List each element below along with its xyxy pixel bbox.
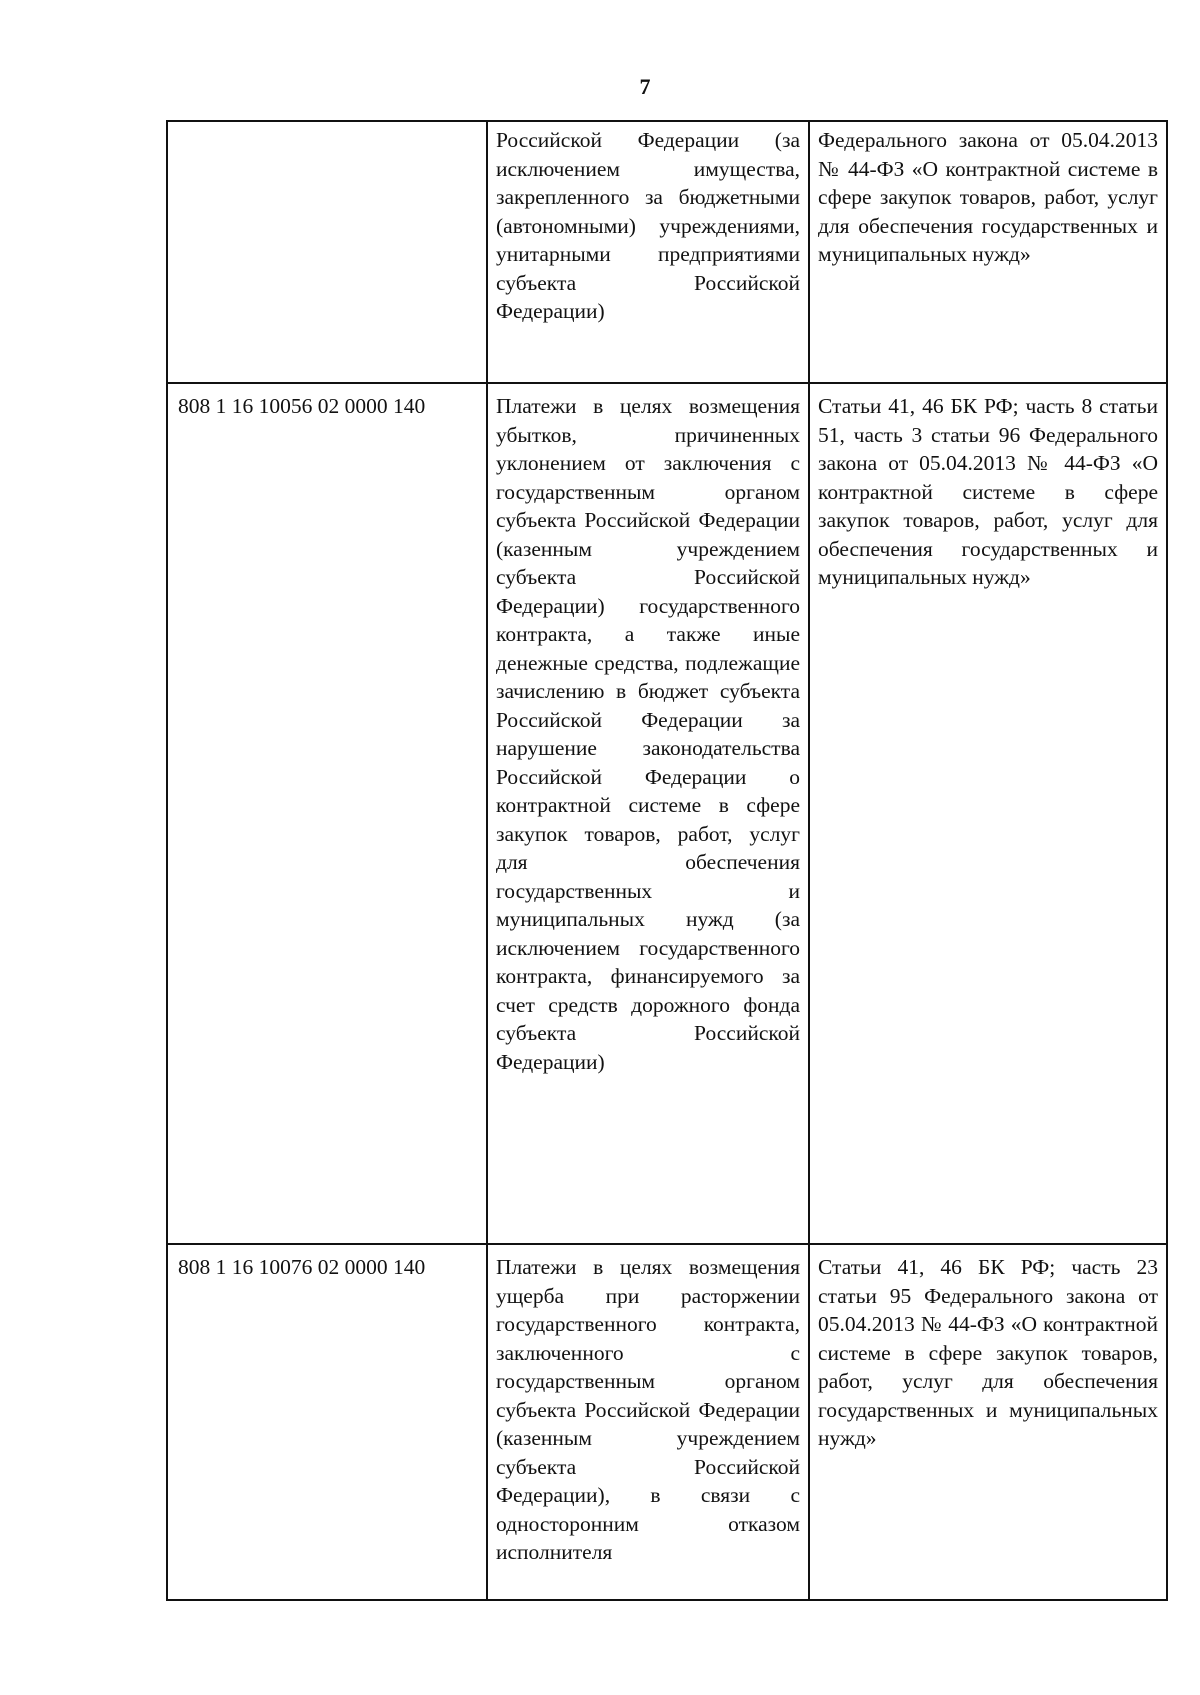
table-row bbox=[167, 1244, 1167, 1600]
name-cell: Российской Федерации (за исключением имущества, закрепленного за бюджетными (автономными) учреждениями, унитарными предприятиями субъекта Российской Федерации) bbox=[487, 121, 809, 383]
page-number: 7 bbox=[639, 74, 651, 99]
name-cell: Платежи в целях возмещения ущерба при расторжении государственного контракта, заключенного с государственным органом субъекта Российской Федерации (казенным учреждением субъекта Российской Федерации), в связи с односторонним отказом исполнителя bbox=[487, 1244, 809, 1600]
code-cell: 808 1 16 10076 02 0000 140 bbox=[167, 1244, 487, 1600]
legal-basis-cell: Федерального закона от 05.04.2013 № 44-ФЗ «О контрактной системе в сфере закупок товаров, работ, услуг для обеспечения государственных и муниципальных нужд» bbox=[809, 121, 1167, 383]
table-row bbox=[167, 383, 1167, 1244]
name-cell: Платежи в целях возмещения убытков, причиненных уклонением от заключения с государственным органом субъекта Российской Федерации (казенным учреждением субъекта Российской Федерации) государственного контракта, а также иные денежные средства, подлежащие зачислению в бюджет субъекта Российской Федерации за нарушение законодательства Российской Федерации о контрактной системе в сфере закупок товаров, работ, услуг для обеспечения государственных и муниципальных нужд (за исключением государственного контракта, финансируемого за счет средств дорожного фонда субъекта Российской Федерации) bbox=[487, 383, 809, 1244]
legal-basis-cell: Статьи 41, 46 БК РФ; часть 23 статьи 95 Федерального закона от 05.04.2013 № 44-ФЗ «О контрактной системе в сфере закупок товаров, работ, услуг для обеспечения государственных и муниципальных нужд» bbox=[809, 1244, 1167, 1600]
revenue-codes-table bbox=[166, 120, 1158, 1601]
table-row bbox=[167, 121, 1167, 383]
code-cell: 808 1 16 10056 02 0000 140 bbox=[167, 383, 487, 1244]
code-cell bbox=[167, 121, 487, 383]
legal-basis-cell: Статьи 41, 46 БК РФ; часть 8 статьи 51, часть 3 статьи 96 Федерального закона от 05.04.2013 № 44-ФЗ «О контрактной системе в сфере закупок товаров, работ, услуг для обеспечения государственных и муниципальных нужд» bbox=[809, 383, 1167, 1244]
